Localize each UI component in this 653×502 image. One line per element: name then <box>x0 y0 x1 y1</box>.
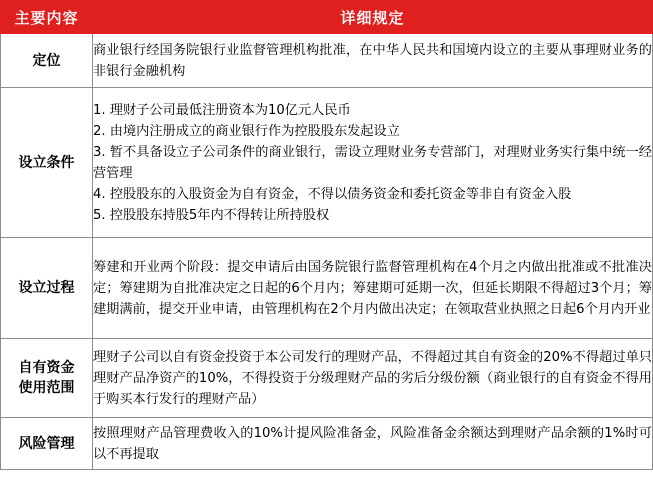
condition-item: 2. 由境内注册成立的商业银行作为控股股东发起设立 <box>93 123 400 139</box>
row-key-risk-management: 风险管理 <box>1 418 93 470</box>
table-row <box>1 34 653 88</box>
row-detail-own-funds-scope: 理财子公司以自有资金投资于本公司发行的理财产品，不得超过其自有资金的20%不得超过单只理财产品净资产的10%，不得投资于分级理财产品的劣后分级份额（商业银行的自有资金不得用于购买本行发行的理财产品） <box>93 339 653 418</box>
row-key-own-funds-line1: 自有资金 <box>18 360 75 376</box>
table-row <box>1 339 653 418</box>
row-detail-risk-management: 按照理财产品管理费收入的10%计提风险准备金，风险准备金余额达到理财产品余额的1%时可以不再提取 <box>93 418 653 470</box>
row-detail-establishment-process: 筹建和开业两个阶段：提交申请后由国务院银行监督管理机构在4个月之内做出批准或不批准决定；筹建期为自批准决定之日起的6个月内；筹建期可延期一次，但延长期限不得超过3个月；筹建期满前，提交开业申请，由管理机构在2个月内做出决定；在领取营业执照之日起6个月内开业 <box>93 238 653 339</box>
row-detail-establishment-conditions <box>93 88 653 238</box>
row-key-establishment-conditions: 设立条件 <box>1 88 93 238</box>
header-main-content: 主要内容 <box>1 1 93 34</box>
condition-item: 1. 理财子公司最低注册资本为10亿元人民币 <box>93 102 351 118</box>
table-row <box>1 238 653 339</box>
condition-item: 3. 暂不具备设立子公司条件的商业银行，需设立理财业务专营部门，对理财业务实行集中统一经营管理 <box>93 144 652 181</box>
header-detailed-rules: 详细规定 <box>93 1 653 34</box>
row-detail-positioning: 商业银行经国务院银行业监督管理机构批准，在中华人民共和国境内设立的主要从事理财业务的非银行金融机构 <box>93 34 653 88</box>
row-key-own-funds-scope <box>1 339 93 418</box>
row-key-positioning: 定位 <box>1 34 93 88</box>
row-key-establishment-process: 设立过程 <box>1 238 93 339</box>
row-key-own-funds-line2: 使用范围 <box>18 380 75 396</box>
table-row <box>1 88 653 238</box>
table-row <box>1 418 653 470</box>
condition-item: 4. 控股股东的入股资金为自有资金，不得以债务资金和委托资金等非自有资金入股 <box>93 186 572 202</box>
header-row <box>1 1 653 34</box>
condition-item: 5. 控股股东持股5年内不得转让所持股权 <box>93 207 330 223</box>
